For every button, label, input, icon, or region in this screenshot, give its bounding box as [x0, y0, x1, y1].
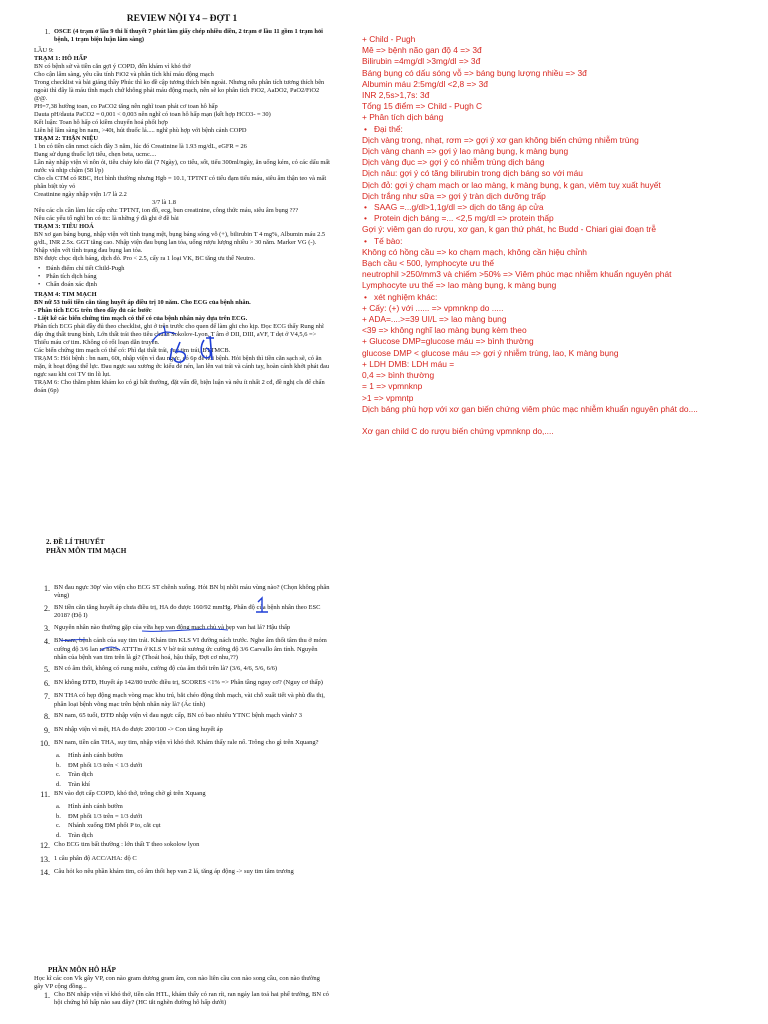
respiratory-section [34, 966, 330, 1010]
note-line: Lần này nhập viện vì nôn ói, tiêu chảy kéo dài (7 Ngày), co tiểu, sốt, tiểu 300ml/ngày, ăn uống kém, có các dấu mất nước và nhịp chậm (58 l/p) [34, 158, 330, 174]
option-text: Tràn khí [68, 780, 90, 788]
question-row [34, 712, 330, 722]
answer-line: Dịch vàng chanh => gợi ý lao màng bụng, k màng bụng [362, 146, 569, 157]
note-line: BN nữ 53 tuổi tiền căn tăng huyết áp điều trị 10 năm. Cho ECG của bệnh nhân. [34, 298, 251, 306]
note-line: PH=7,38 hướng toan, co PaCO2 tăng nên nghĩ toan phát cơ toan hô hấp [34, 102, 218, 110]
option-text: Tràn dịch [68, 771, 93, 779]
note-line: TRẠM 3: TIÊU HOÁ [34, 222, 94, 230]
answer-line: Không có hồng cầu => ko chạm mạch, không cần hiệu chỉnh [362, 246, 587, 257]
note-line: Trong checklist và bài giảng thầy Phúc thì ko đề cập tương thích bên ngoài. Nhưng nếu phân tích tương thích bên ngoài thì đây là máu tĩnh mạch chứ không phải máu động mạch, nên sẽ ko phân tích FiO2, AaDO2, PaO2/FiO2 @@. [34, 78, 325, 102]
note-line: TRẠM 4: TIM MẠCH [34, 290, 97, 298]
question-row [34, 665, 330, 675]
question-item [34, 584, 330, 601]
question-item [34, 692, 330, 709]
question-text: 1 câu phân độ ACC/AHA: độ C [54, 854, 137, 862]
task-bullet: • Chẩn đoán xác định [34, 281, 330, 289]
option-text: Tràn dịch [68, 831, 93, 839]
note-line: Liên hệ lâm sàng bn nam, >40t, hút thuốc lá..... nghĩ phù hợp với bệnh cảnh COPD [34, 126, 247, 134]
question-number: 1. [44, 991, 50, 1000]
note-line: Kết luận: Toan hô hấp có kiềm chuyển hoá phối hợp [34, 118, 168, 126]
note-line: - Liệt kê các biến chứng tim mạch có thể có của bệnh nhân này dựa trên ECG. [34, 314, 248, 322]
answer-line: + Glucose DMP=glucose máu => bình thường [362, 336, 534, 347]
question-text: BN nam, bệnh cảnh của suy tim trái. Khám tim KLS VI đường nách trước. Nghe âm thổi tâm thu ở mỏm cường độ 3/6 lan ra nách. ATTTm ở KLS V bờ trái xương ức cường độ 3/6 Carvallo âm tính. Nguyên nhân của bệnh van tim trên là gì? (Thoái hoá, hậu thấp, Đợt cơ nhu,??) [54, 637, 327, 662]
answer-line: Bạch cầu < 500, lymphocyte ưu thế [362, 258, 495, 269]
note-line: Cho cận lâm sàng, yêu cầu tính FiO2 và phân tích khí máu động mạch [34, 70, 214, 78]
question-text: BN có âm thổi, không có rung miêu, cường độ của âm thổi trên là? (3/6, 4/6, 5/6, 6/6) [54, 665, 278, 673]
question-row [34, 855, 330, 865]
question-item [34, 679, 330, 689]
answer-line: + ADA=....>=39 UI/L => lao màng bụng [362, 314, 507, 325]
question-number: 5. [44, 665, 50, 675]
option-text: ĐM phổi 1/3 trên = 1/3 dưới [68, 812, 143, 820]
question-number: 4. [44, 637, 50, 647]
question-number: 8. [44, 712, 50, 722]
note-line: BN có bệnh sử và tiền căn gợi ý COPD, đến khám vì khó thở [34, 62, 191, 70]
note-line: TRẠM 5: Hỏi bệnh : bn nam, 60t, nhập viện vì đau ngực, có 6p để hỏi bệnh. Hỏi bệnh thì tiền căn sạch sẽ, có ăn mặn, ít hoạt động thể lực. Đau ngực sau xương ức kiểu đè nén, lan lên vai trái và cánh tay, hoàn cảnh khởi phát đau ngực sau khi coi TV tin lũ lụt. [34, 354, 330, 378]
option-letter: d. [56, 831, 61, 839]
note-line: TRẠM 2: THẬN NIỆU [34, 134, 98, 142]
option-letter: b. [56, 761, 61, 769]
answer-line: Bilirubin =4mg/dl >3mg/dl => 3đ [362, 56, 481, 67]
question-row [34, 868, 330, 878]
answer-line: + Cấy: (+) với ...... => vpmnknp do ..... [362, 302, 504, 313]
section-2-header [46, 538, 326, 556]
question-text: BN nam, 65 tuổi, ĐTĐ nhập viện vì đau ngực cấp, BN có bao nhiêu YTNC bệnh mạch vành? 3 [54, 712, 303, 720]
option-text: Nhánh xuống ĐM phổi P to, cắt cụt [68, 822, 161, 830]
item-text: OSCE (4 trạm ở lầu 9 thi lí thuyết 7 phút làm giấy chép nhiều điền, 2 trạm ở lầu 11 gồm 1 trạm hỏi bệnh, 1 trạm biện luận lâm sàng) [54, 27, 323, 43]
answer-line: Albumin máu 2:5mg/dl <2,8 => 3đ [362, 78, 488, 89]
answer-line: Dịch đỏ: gợi ý chạm mạch or lao màng, k màng bụng, k gan, viêm tuỵ xuất huyết [362, 179, 661, 190]
answer-line: Tổng 15 điểm => Child - Pugh C [362, 101, 483, 112]
answer-line: • Tế bào: [362, 236, 762, 247]
answer-option [34, 813, 330, 821]
question-number: 13. [40, 854, 50, 864]
question-text: BN vào đợt cấp COPD, khó thở, trông chờ gì trên Xquang [54, 790, 206, 798]
option-text: ĐM phổi 1/3 trên < 1/3 dưới [68, 761, 143, 769]
note-line: TRẠM 1: HÔ HẤP [34, 54, 88, 62]
document-title: REVIEW NỘI Y4 – ĐỢT 1 [126, 14, 238, 24]
question-row [34, 841, 330, 851]
question-row [34, 584, 330, 601]
answer-option [34, 771, 330, 779]
respiratory-title: PHẦN MÔN HÔ HẤP [48, 966, 116, 974]
question-number: 7. [44, 692, 50, 702]
question-number: 1. [44, 584, 50, 593]
option-text: Hình ảnh cánh bướm [68, 752, 123, 760]
respiratory-intro: Học kĩ các con Vk gây VP, con nào gram dương gram âm, con nào liên cầu con nào song cầu, con nào thường gây VP cộng đồng... [34, 974, 320, 990]
question-number: 6. [44, 678, 50, 688]
task-bullet: • Phân tích dịch báng [34, 273, 330, 281]
task-bullet: • Đánh điểm chỉ tiết Child-Pugh [34, 265, 330, 273]
section-number: 2. [46, 538, 52, 546]
question-number: 14. [40, 867, 50, 877]
question-row [34, 604, 330, 621]
answer-option [34, 762, 330, 770]
answer-line: Dịch nâu: gợi ý có tăng bilirubin trong dịch báng so với máu [362, 168, 583, 179]
answer-option [34, 832, 330, 840]
question-text: Nguyên nhân nào thường gặp của vữa hẹp van động mạch chủ và hẹp van hai lá? Hậu thấp [54, 623, 291, 631]
answer-line: + Child - Pugh [362, 34, 416, 44]
question-number: 3. [44, 623, 50, 633]
option-letter: c. [56, 771, 61, 779]
question-text: BN nhập viện vì mệt, HA đo được 200/100 -> Con tăng huyết áp [54, 725, 223, 733]
note-line: Dauta pH/dauta PaCO2 = 0,001 < 0,003 nên nghĩ có toan hô hấp mạn (kết hợp HCO3- = 30) [34, 110, 271, 118]
question-item [34, 855, 330, 865]
answer-line: + Phân tích dịch báng [362, 112, 444, 123]
question-text: Cho BN nhập viện vì khó thở, tiền căn HTL, khám thấy có ran rít, ran ngáy lan toả hai phế trường, BN có hội chứng hô hấp nào sau đây? (HC tắt nghẽn đường hô hấp dưới) [54, 991, 329, 1007]
question-row [34, 790, 330, 800]
answer-line: 0,4 => bình thường [362, 370, 435, 381]
answer-line: INR 2,5s>1,7s: 3đ [362, 90, 430, 101]
question-item [34, 841, 330, 851]
question-number: 10. [40, 738, 50, 748]
handwritten-annotation-1 [252, 596, 276, 616]
answer-line: Lymphocyte ưu thế => lao màng bụng, k màng bụng [362, 280, 557, 291]
option-letter: a. [56, 752, 61, 760]
handwritten-mark [98, 645, 122, 653]
handwritten-underline [58, 636, 88, 644]
question-text: Câu hỏi ko nêu phần khám tim, có âm thổi hẹp van 2 lá, tăng áp động -> suy tim tâm trương [54, 867, 294, 875]
question-row [34, 739, 330, 749]
answer-line: Báng bụng có dấu sóng vỗ => báng bụng lượng nhiều => 3đ [362, 67, 587, 78]
answer-line: Dịch trắng như sữa => gợi ý tràn dịch dưỡng trấp [362, 190, 546, 201]
note-line: Phân tích ECG phải đầy đủ theo checklist, ghi ở trên trước cho quen để làm ghi cho kịp. Đọc ECG thấy Rung nhĩ đáp ứng thất trung bình, Lớn thất trái theo tiêu chuẩn Sokolov-Lyon, T âm ở DII, DIII, aVF, T dẹt ở V4,5,6 => Thiếu máu cơ tim. Không có rối loạn dẫn truyền. [34, 322, 324, 346]
option-letter: b. [56, 812, 61, 820]
option-text: Hình ảnh cánh bướm [68, 803, 123, 811]
question-text: BN THA có hẹp động mạch vòng mạc khu trú, bắt chéo động tĩnh mạch, vài chỗ xuất tiết và phù đĩa thị, phân loại bệnh võng mạc trên bệnh nhân này là? (Ác tính) [54, 692, 325, 708]
note-line: 1 bn có tiền căn nmct cách đây 3 năm, lúc đó Creatinine là 1.93 mg/dL, eGFR = 26 [34, 142, 247, 150]
question-text: BN đau ngực 30p' vào viện cho ECG ST chênh xuống. Hỏi BN bị nhồi máu vùng nào? (Chọn không phân vùng) [54, 584, 330, 600]
question-item [34, 604, 330, 621]
question-number: 9. [44, 725, 50, 735]
answer-line: Dịch báng phù hợp với xơ gan biến chứng viêm phúc mạc nhiễm khuẩn nguyên phát do.... [362, 403, 698, 414]
note-line: - Phân tích ECG trên theo đầy đủ các bước [34, 306, 152, 314]
answer-line: • SAAG =...g/dl>1,1g/dl => dịch do tăng áp cửa [362, 202, 762, 213]
question-text: Cho ECG tim bất thường : lớn thất T theo sokolow lyon [54, 841, 200, 849]
note-line: BN được chọc dịch báng, dịch đỏ. Pro < 2.5, cấy ra 1 loại VK, BC tăng ưu thế Neutro. [34, 254, 255, 262]
question-item [34, 739, 330, 789]
note-line: Nêu các cls cần làm lúc cấp cứu: TPTNT, ion đồ, ecg, bun creatinine, công thức máu, siêu âm bụng ??? [34, 206, 299, 214]
answer-line: neutrophil >250/mm3 và chiếm >50% => Viêm phúc mạc nhiễm khuẩn nguyên phát [362, 269, 672, 280]
answer-line: • xét nghiệm khác: [362, 292, 762, 303]
question-row [34, 679, 330, 689]
question-item [34, 790, 330, 840]
answer-line: glucose DMP < glucose máu => gợi ý nhiễm trùng, lao, K màng bụng [362, 347, 619, 358]
question-row [34, 726, 330, 736]
handwritten-underline [140, 625, 230, 635]
answer-option [34, 822, 330, 830]
answer-line: = 1 => vpmnknp [362, 381, 423, 392]
note-line: LẦU 9: [34, 46, 54, 54]
answer-line: <39 => không nghĩ lao màng bụng kèm theo [362, 325, 527, 336]
question-text: BN tiền căn tăng huyết áp chưa điều trị, HA đo được 160/92 mmHg. Phân độ của bệnh nhân theo ESC 2018? (Độ I) [54, 603, 321, 620]
answer-line: Dịch vàng đục => gợi ý có nhiễm trùng dịch báng [362, 157, 545, 168]
question-text: BN nam, tiền căn THA, suy tim, nhập viện vì khó thở. Khám thấy rale nổ. Trông cho gì trên Xquang? [54, 738, 319, 746]
task-bullets [34, 265, 330, 289]
note-line: BN xơ gan báng bụng, nhập viện với tình trạng mệt, bụng báng sóng vỗ (+), bilirubin T 4 mg%, Albumin máu 2.5 g/dL, INR 2.5x. GGT tăng cao. Nhập viện đau bụng lan tỏa, uống rượu lượng nhiều > 30 năm. Marker VG (-). Nhập viện với tình trạng đau bụng lan tỏa. [34, 230, 326, 254]
question-row [34, 692, 330, 709]
station-notes [34, 47, 330, 263]
item-osce [34, 28, 330, 44]
note-line: TRẠM 6: Cho thăm phim khám ko có gì bất thường, đặt vấn đề, biện luận và nêu ít nhất 2 cđ, đề nghị cls để chẩn đoán (6p) [34, 378, 325, 394]
respiratory-question [34, 991, 330, 1007]
answer-line: >1 => vpmntp [362, 392, 414, 403]
spacer [362, 415, 762, 426]
note-line: Đang sử dụng thuốc lợi tiểu, chẹn beta, ucmc.... [34, 150, 157, 158]
answer-line: Gợi ý: viêm gan do rượu, xơ gan, k gan thứ phát, hc Budd - Chiari giai đoạn trễ [362, 224, 656, 235]
note-line: 3/7 là 1.8 [152, 198, 176, 206]
note-line: Các biến chứng tim mạch có thể có: Phì đại thất trái, suy tim trái, BTTMCB. [34, 346, 231, 354]
question-number: 11. [40, 790, 50, 800]
answer-option [34, 752, 330, 760]
question-item [34, 712, 330, 722]
answer-line: Mê => bệnh não gan độ 4 => 3đ [362, 45, 482, 56]
answer-option [34, 781, 330, 789]
right-column-answers [362, 34, 762, 437]
answer-line: Dịch vàng trong, nhạt, rơm => gợi ý xơ gan không biến chứng nhiễm trùng [362, 134, 639, 145]
note-line: Creatinine ngày nhập viện 1/7 là 2.2 [34, 190, 127, 198]
section-subtitle: PHẦN MÔN TIM MẠCH [46, 547, 127, 555]
note-line: Nêu các yếu tố nghĩ bn có ttc: là những ý đã ghi ở đề bài [34, 214, 179, 222]
answer-line: Xơ gan child C do rượu biến chứng vpmnknp do,.... [362, 425, 554, 436]
option-letter: c. [56, 822, 61, 830]
question-item [34, 665, 330, 675]
question-number: 2. [44, 603, 50, 613]
answer-line: • Đại thể: [362, 124, 762, 135]
handwritten-annotation-15d [150, 318, 230, 364]
item-number: 1. [44, 27, 50, 36]
answer-line: + LDH DMB: LDH máu = [362, 358, 455, 369]
question-text: BN không ĐTĐ, Huyết áp 142/80 trước điều trị, SCORES <1% => Phân tầng nguy cơ? (Nguy cơ thấp) [54, 678, 323, 686]
answer-line: • Protein dịch báng =... <2,5 mg/dl => protein thấp [362, 213, 762, 224]
section-title: ĐỀ LÍ THUYẾT [53, 538, 105, 546]
note-line: Cho cls CTM có RBC, Hct bình thường nhưng Hgb = 10.1, TPTNT có tiểu đạm tiểu máu, siêu âm thận teo và mất phân biệt tủy vỏ [34, 174, 327, 190]
question-item [34, 868, 330, 878]
option-letter: d. [56, 780, 61, 788]
answer-option [34, 803, 330, 811]
option-letter: a. [56, 803, 61, 811]
question-number: 12. [40, 841, 50, 851]
question-item [34, 726, 330, 736]
